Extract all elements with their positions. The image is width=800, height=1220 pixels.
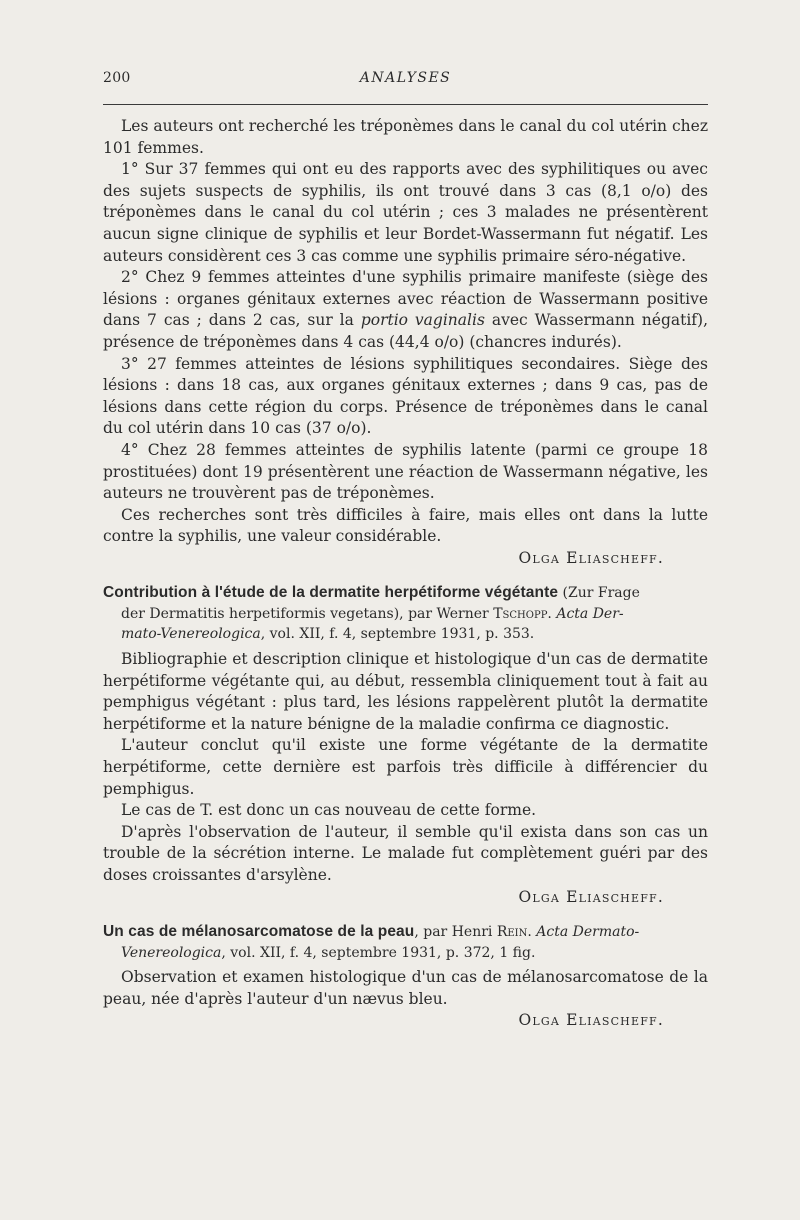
article2-head-l1-rest: (Zur Frage	[558, 585, 640, 602]
article2-journal-a: Acta Der-	[556, 605, 624, 622]
article1-paragraph-5: 4° Chez 28 femmes atteintes de syphilis latente (parmi ce groupe 18 prostituées) dont 19 présentèrent une réaction de Wassermann négative, les auteurs ne trouvèrent pas de tréponèmes.	[103, 440, 708, 503]
article2-author: Tschopp	[493, 605, 548, 622]
article1-paragraph-3	[103, 267, 708, 353]
article2-head-l2-b: .	[547, 605, 557, 622]
article2-paragraph-1: Bibliographie et description clinique et histologique d'un cas de dermatite herpétiforme végétante qui, au début, ressembla cliniquement tout à fait au pemphigus végétant : plus tard, les lésions rappelèrent plutôt la dermatite herpétiforme et la nature bénigne de la maladie confirma ce diagnostic.	[103, 649, 708, 733]
article1-paragraph-2: 1° Sur 37 femmes qui ont eu des rapports avec des syphilitiques ou avec des sujets suspects de syphilis, ils ont trouvé dans 3 cas (8,1 o/o) des tréponèmes dans le canal du col utérin ; ces 3 malades ne présentèrent aucun signe clinique de syphilis et leur Bordet-Wassermann fut négatif. Les auteurs considèrent ces 3 cas comme une syphilis primaire séro-négative.	[103, 160, 708, 265]
article1-p3-tail: avec Wassermann négatif), présence de tréponèmes dans 4 cas (44,4 o/o) (chancres indurés).	[103, 311, 709, 351]
article3-journal-a: Acta Dermato-	[536, 924, 640, 941]
article2-paragraph-2: L'auteur conclut qu'il existe une forme végétante de la dermatite herpétiforme, cette dernière est parfois très difficile à différencier du pemphigus.	[103, 736, 708, 798]
header-rule	[103, 104, 708, 105]
article1-paragraph-1: Les auteurs ont recherché les tréponèmes dans le canal du col utérin chez 101 femmes.	[103, 117, 708, 157]
article2-head-line-3	[103, 624, 708, 645]
article1-p3-italic: portio vaginalis	[360, 311, 485, 330]
article3-heading	[103, 921, 708, 963]
article1-paragraph-4: 3° 27 femmes atteintes de lésions syphilitiques secondaires. Siège des lésions : dans 18 cas, aux organes génitaux externes ; dans 9 cas, pas de lésions dans cette région du corps. Présence de tréponèmes dans le canal du col utérin dans 10 cas (37 o/o).	[103, 354, 708, 438]
article2-paragraph-3: Le cas de T. est donc un cas nouveau de cette forme.	[121, 801, 537, 820]
running-head: ANALYSES	[359, 70, 452, 86]
article2-head-l3-tail: , vol. XII, f. 4, septembre 1931, p. 353.	[260, 626, 535, 643]
article2-head-l2-a: der Dermatitis herpetiformis vegetans), par Werner	[121, 605, 494, 622]
article2-journal-b: mato-Venereologica	[121, 626, 261, 643]
page-number: 200	[103, 70, 131, 86]
article2-heading	[103, 582, 708, 645]
article1-p3-lead: 2° Chez 9 femmes atteintes d'une syphilis primaire manifeste (siège des lésions : organes génitaux externes avec réaction de Wassermann positive dans 7 cas ; dans 2 cas, sur la	[103, 268, 708, 330]
article1-signature: Olga Eliascheff.	[518, 548, 664, 567]
article2-head-line-2	[103, 604, 708, 625]
page-header	[103, 70, 708, 94]
article3-signature: Olga Eliascheff.	[518, 1011, 664, 1030]
page-body	[103, 116, 708, 1045]
article3-head-l2-tail: , vol. XII, f. 4, septembre 1931, p. 372, 1 fig.	[221, 944, 536, 961]
article3-head-l1-b: .	[527, 924, 537, 941]
article2-title: Contribution à l'étude de la dermatite herpétiforme végétante	[103, 584, 559, 602]
article2-signature: Olga Eliascheff.	[518, 887, 664, 906]
article3-head-line-1	[103, 921, 708, 943]
article3-title: Un cas de mélanosarcomatose de la peau	[103, 923, 415, 941]
article3-paragraph-1: Observation et examen histologique d'un cas de mélanosarcomatose de la peau, née d'après l'auteur d'un nævus bleu.	[103, 968, 708, 1008]
article2-head-line-1	[103, 582, 708, 604]
article3-head-l1-a: , par Henri	[414, 924, 497, 941]
article3-author: Rein	[496, 924, 528, 941]
article2-paragraph-4: D'après l'observation de l'auteur, il semble qu'il exista dans son cas un trouble de la sécrétion interne. Le malade fut complètement guéri par des doses croissantes d'arsylène.	[103, 822, 708, 884]
article3-head-line-2	[103, 943, 708, 964]
article1-paragraph-6: Ces recherches sont très difficiles à faire, mais elles ont dans la lutte contre la syphilis, une valeur considérable.	[103, 505, 708, 546]
article3-journal-b: Venereologica	[121, 944, 222, 961]
